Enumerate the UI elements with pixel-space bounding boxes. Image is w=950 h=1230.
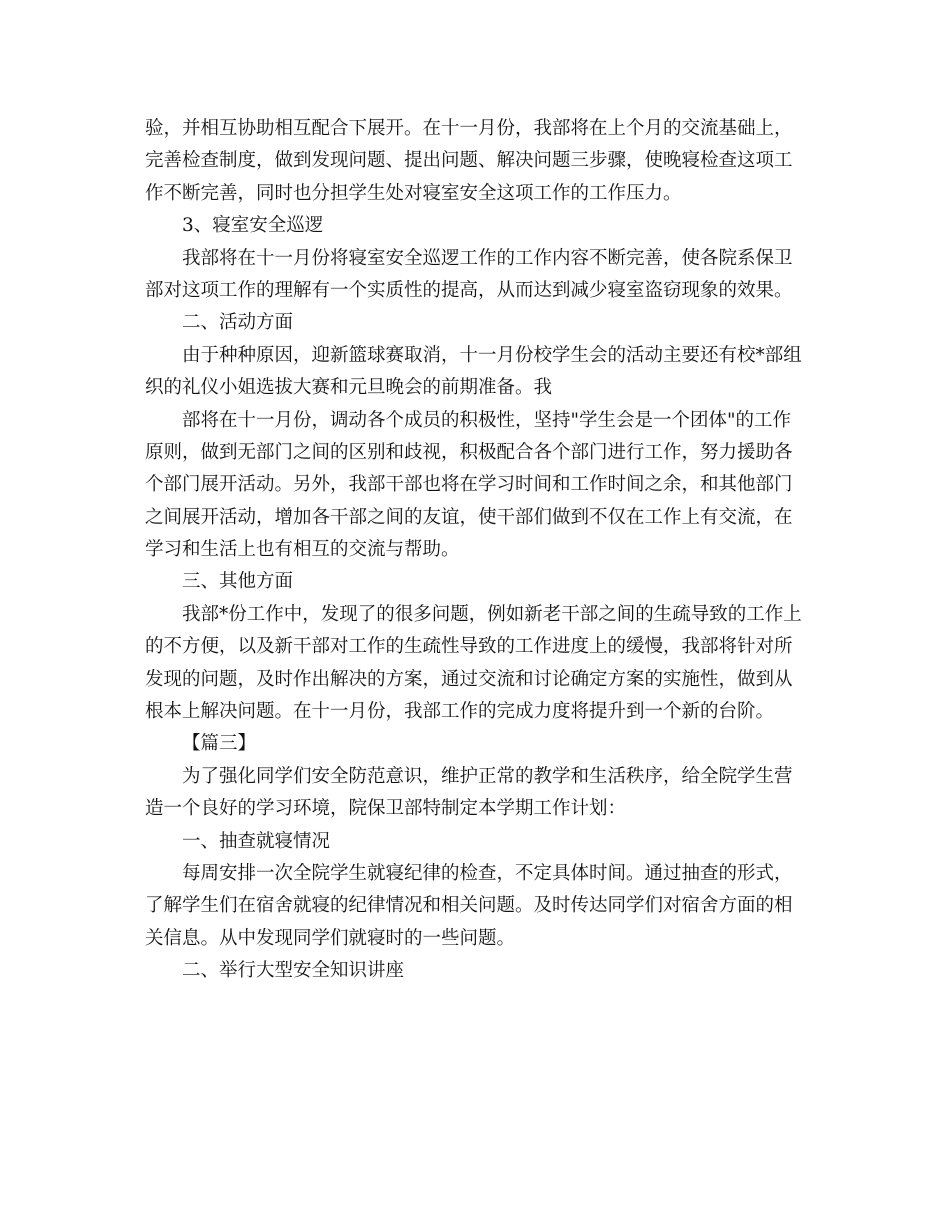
document-body (145, 113, 810, 988)
paragraph-line: 的不方便，以及新干部对工作的生疏性导致的工作进度上的缓慢，我部将针对所 (145, 636, 793, 658)
paragraph-line: 由于种种原因，迎新篮球赛取消，十一月份校学生会的活动主要还有校*部组 (182, 344, 802, 366)
paragraph-line: 原则，做到无部门之间的区别和歧视，积极配合各个部门进行工作，努力援助各 (145, 441, 793, 463)
paragraph-line: 每周安排一次全院学生就寝纪律的检查，不定具体时间。通过抽查的形式， (182, 862, 793, 884)
article-heading: 【篇三】 (182, 733, 257, 755)
paragraph-line: 之间展开活动，增加各干部之间的友谊，使干部们做到不仅在工作上有交流，在 (145, 506, 793, 528)
paragraph-line: 我部将在十一月份将寝室安全巡逻工作的工作内容不断完善，使各院系保卫 (182, 247, 793, 269)
paragraph-line: 部对这项工作的理解有一个实质性的提高，从而达到减少寝室盗窃现象的效果。 (145, 279, 793, 301)
section-heading: 一、抽查就寝情况 (182, 830, 331, 852)
paragraph-line: 验，并相互协助相互配合下展开。在十一月份，我部将在上个月的交流基础上， (145, 118, 793, 139)
paragraph-line: 造一个良好的学习环境，院保卫部特制定本学期工作计划： (145, 798, 627, 820)
paragraph-line: 为了强化同学们安全防范意识，维护正常的教学和生活秩序，给全院学生营 (182, 765, 793, 787)
paragraph-line: 我部*份工作中，发现了的很多问题，例如新老干部之间的生疏导致的工作上 (182, 603, 802, 625)
section-heading: 3、寝室安全巡逻 (182, 215, 324, 237)
paragraph-line: 作不断完善，同时也分担学生处对寝室安全这项工作的工作压力。 (145, 182, 682, 204)
paragraph-line: 发现的问题，及时作出解决的方案，通过交流和讨论确定方案的实施性，做到从 (145, 668, 793, 690)
paragraph-line: 学习和生活上也有相互的交流与帮助。 (145, 539, 460, 561)
paragraph-line: 部将在十一月份，调动各个成员的积极性，坚持"学生会是一个团体"的工作 (182, 409, 792, 431)
paragraph-line: 个部门展开活动。另外，我部干部也将在学习时间和工作时间之余，和其他部门 (145, 474, 793, 496)
paragraph-line: 关信息。从中发现同学们就寝时的一些问题。 (145, 927, 516, 949)
section-heading: 三、其他方面 (182, 571, 294, 593)
section-heading: 二、活动方面 (182, 312, 294, 334)
section-heading: 二、举行大型安全知识讲座 (182, 960, 405, 982)
paragraph-line: 完善检查制度，做到发现问题、提出问题、解决问题三步骤，使晚寝检查这项工 (145, 150, 793, 172)
paragraph-line: 了解学生们在宿舍就寝的纪律情况和相关问题。及时传达同学们对宿舍方面的相 (145, 895, 793, 917)
paragraph-line: 织的礼仪小姐选拔大赛和元旦晚会的前期准备。我 (145, 377, 553, 399)
paragraph-line: 根本上解决问题。在十一月份，我部工作的完成力度将提升到一个新的台阶。 (145, 701, 775, 723)
